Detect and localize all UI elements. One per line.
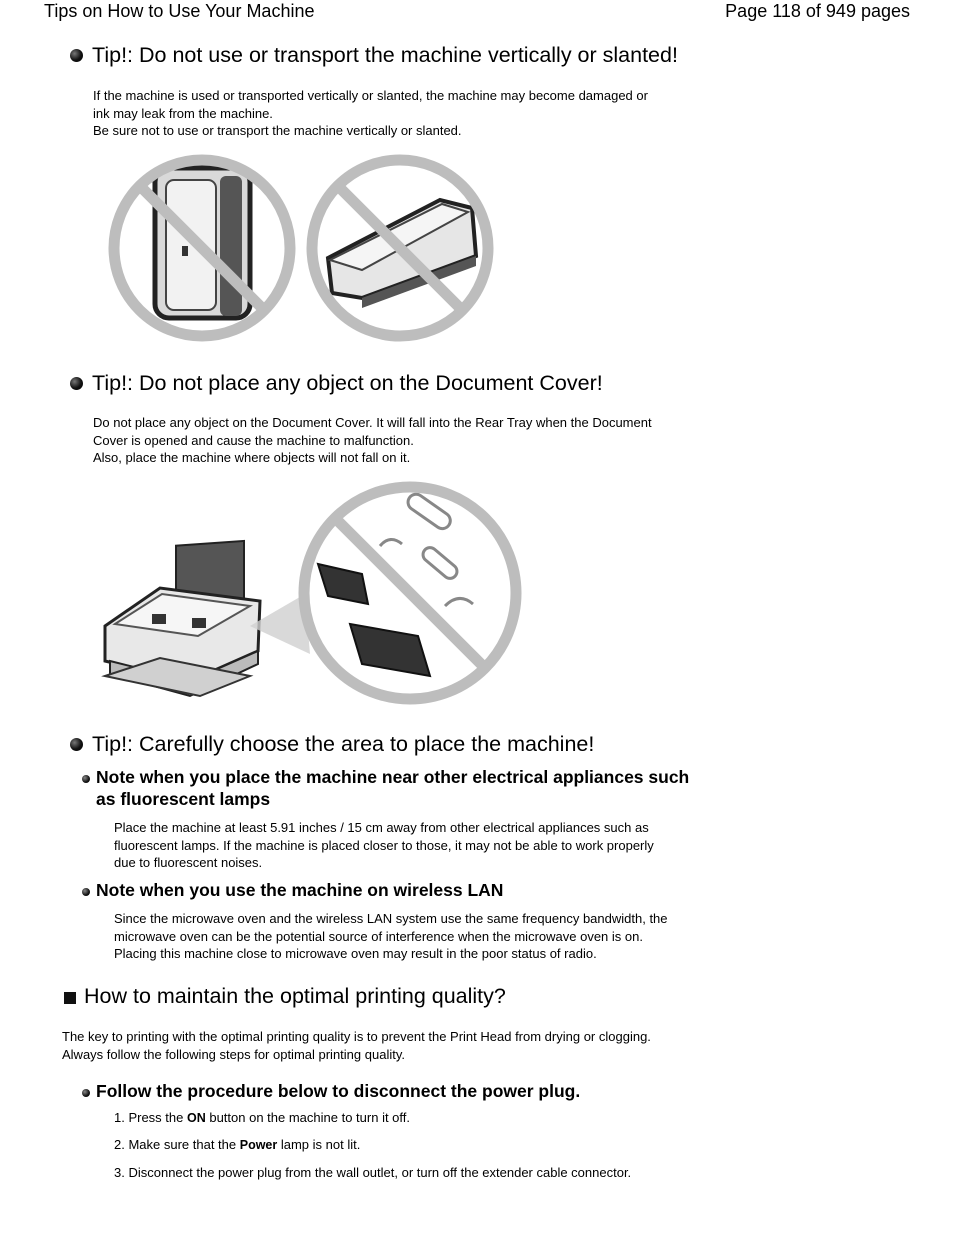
step-text: button on the machine to turn it off. [205, 1110, 411, 1125]
tip-heading-text: Tip!: Carefully choose the area to place the machine! [92, 732, 595, 756]
prohibited-orientation-illustration [100, 148, 505, 348]
note-heading-wireless-lan [82, 879, 503, 901]
body-line: due to fluorescent noises. [114, 855, 263, 870]
square-bullet-icon [64, 992, 76, 1004]
small-bullet-icon [82, 888, 90, 896]
procedure-step-1 [114, 1110, 410, 1125]
section-heading-text: How to maintain the optimal printing quality? [84, 984, 506, 1008]
note-body-fluorescent [114, 819, 654, 872]
round-bullet-icon [70, 738, 83, 751]
tip-body [93, 414, 652, 467]
body-line: fluorescent lamps. If the machine is placed closer to those, it may not be able to work properly [114, 837, 654, 853]
note-heading-fluorescent [82, 766, 689, 810]
step-text: 3. Disconnect the power plug from the wall outlet, or turn off the extender cable connector. [114, 1165, 632, 1180]
section-heading-print-quality [64, 984, 506, 1009]
note-heading-line: Note when you use the machine on wireless LAN [96, 880, 504, 900]
printer-with-objects-icon [105, 541, 260, 696]
body-line: Always follow the following steps for optimal printing quality. [62, 1046, 405, 1062]
power-lamp-label: Power [239, 1138, 278, 1152]
body-line: microwave oven can be the potential source of interference when the microwave oven is on. [114, 928, 643, 944]
round-bullet-icon [70, 49, 83, 62]
tip-heading-text: Tip!: Do not place any object on the Document Cover! [92, 371, 603, 395]
step-text: lamp is not lit. [277, 1137, 361, 1152]
section-body [62, 1028, 651, 1063]
body-line: ink may leak from the machine. [93, 105, 273, 121]
body-line: Cover is opened and cause the machine to malfunction. [93, 432, 414, 448]
tip-heading-vertical [70, 43, 678, 68]
note-heading-line: Note when you place the machine near other electrical appliances such [96, 767, 690, 787]
objects-on-cover-illustration [100, 476, 525, 711]
page-number: Page 118 of 949 pages [725, 1, 910, 21]
tip-heading-placement-area [70, 732, 594, 757]
procedure-step-2 [114, 1137, 360, 1152]
body-line: Do not place any object on the Document Cover. It will fall into the Rear Tray when the Document [93, 415, 652, 430]
tip-heading-text: Tip!: Do not use or transport the machine vertically or slanted! [92, 43, 678, 67]
page-header-title: Tips on How to Use Your Machine [44, 1, 315, 21]
body-line: Also, place the machine where objects will not fall on it. [93, 450, 411, 465]
body-line: If the machine is used or transported vertically or slanted, the machine may become damaged or [93, 88, 648, 103]
step-text: 1. Press the [114, 1110, 187, 1125]
note-heading-line: as fluorescent lamps [96, 789, 271, 809]
body-line: Placing this machine close to microwave oven may result in the poor status of radio. [114, 946, 597, 961]
tip-heading-document-cover [70, 371, 603, 396]
small-bullet-icon [82, 775, 90, 783]
note-body-wireless-lan [114, 910, 668, 963]
procedure-heading [82, 1080, 580, 1102]
step-text: 2. Make sure that the [114, 1137, 240, 1152]
procedure-step-3 [114, 1165, 631, 1180]
body-line: Place the machine at least 5.91 inches / 15 cm away from other electrical appliances such as [114, 820, 649, 835]
procedure-heading-text: Follow the procedure below to disconnect the power plug. [96, 1081, 581, 1101]
body-line: Be sure not to use or transport the machine vertically or slanted. [93, 123, 462, 138]
on-button-label: ON [186, 1111, 206, 1125]
round-bullet-icon [70, 377, 83, 390]
body-line: Since the microwave oven and the wireless LAN system use the same frequency bandwidth, the [114, 911, 668, 926]
body-line: The key to printing with the optimal printing quality is to prevent the Print Head from drying or clogging. [62, 1029, 651, 1044]
small-bullet-icon [82, 1089, 90, 1097]
tip-body [93, 87, 648, 140]
